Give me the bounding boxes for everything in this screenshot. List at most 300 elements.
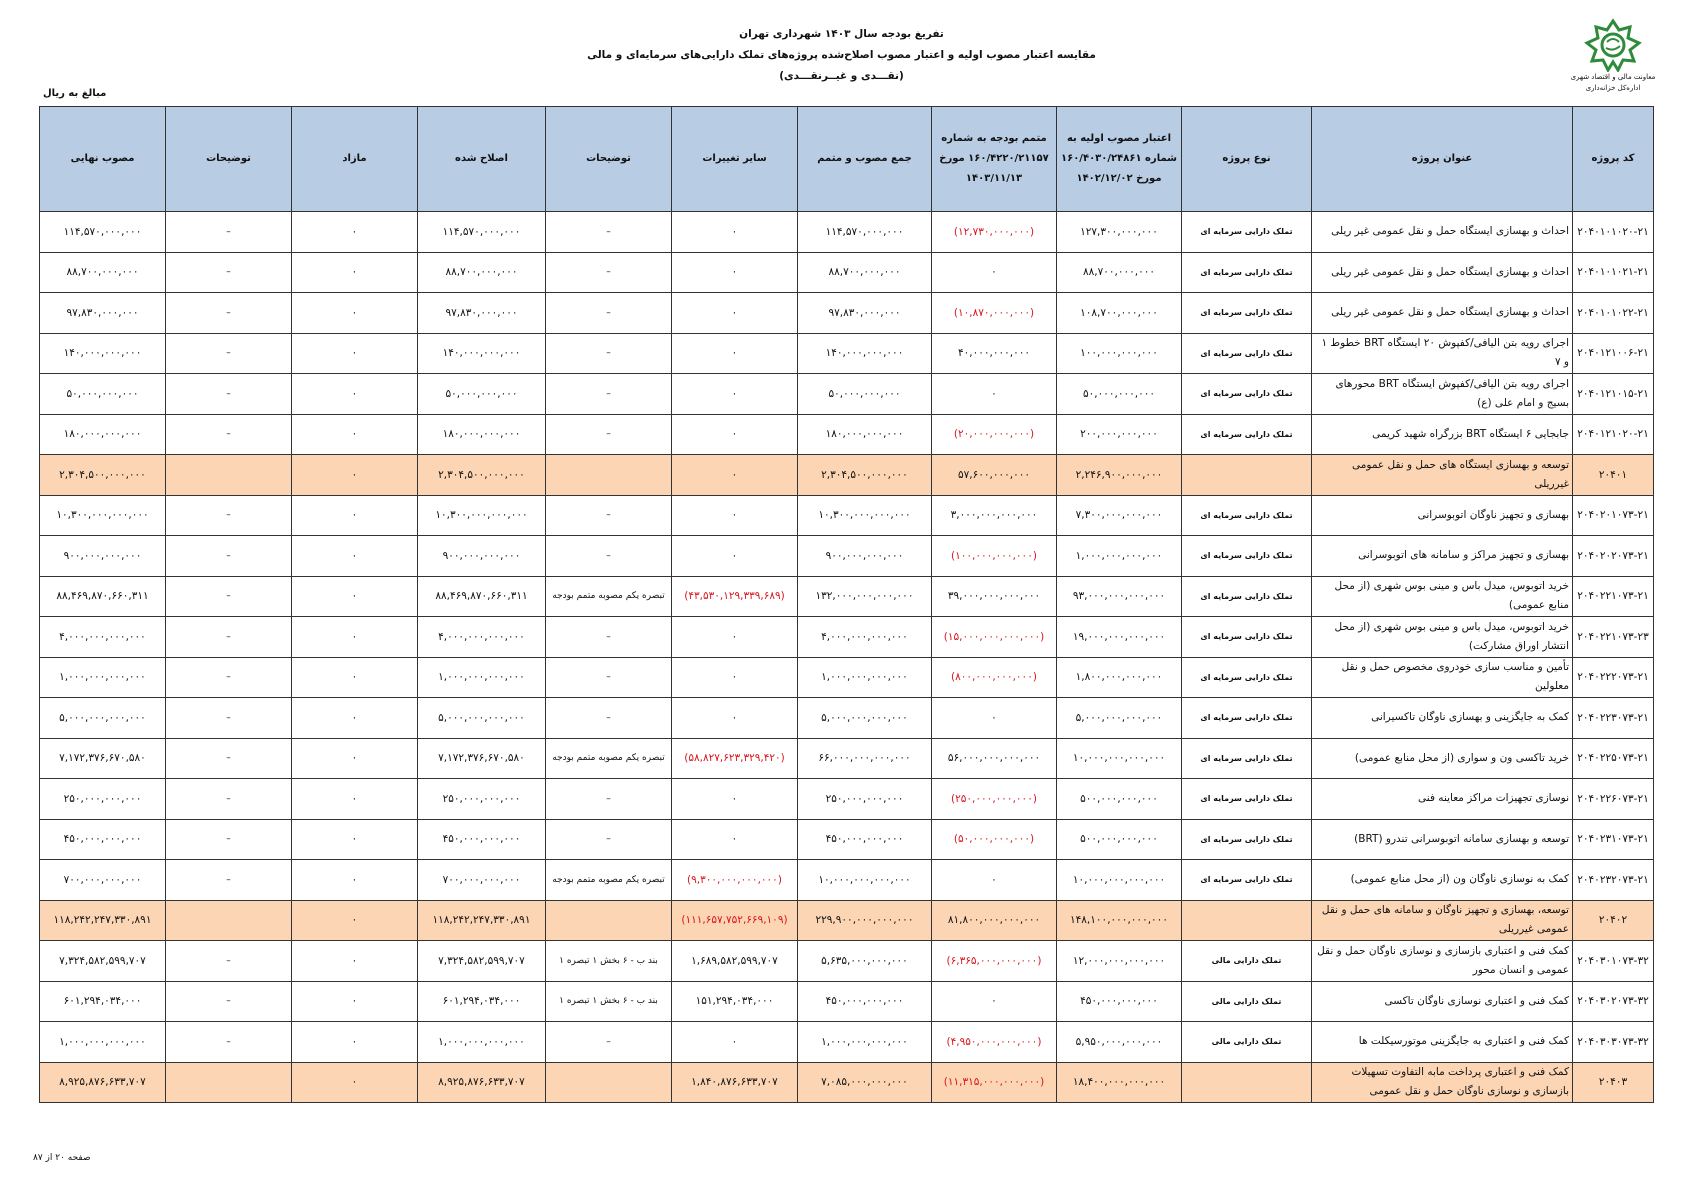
cell-initial-approved: ۱۰,۰۰۰,۰۰۰,۰۰۰,۰۰۰ [1057,738,1182,779]
cell-notes: – [546,293,672,334]
cell-other-changes: ۰ [672,698,798,739]
cell-project-type: تملک دارایی سرمایه ای [1182,657,1312,698]
cell-surplus: ۰ [292,576,418,617]
cell-budget-supplement: ۳,۰۰۰,۰۰۰,۰۰۰,۰۰۰ [932,495,1057,536]
cell-approved-total: ۵,۶۳۵,۰۰۰,۰۰۰,۰۰۰ [798,941,932,982]
cell-project-type: تملک دارایی سرمایه ای [1182,576,1312,617]
cell-notes-2: – [166,414,292,455]
cell-surplus: ۰ [292,860,418,901]
cell-approved-total: ۴۵۰,۰۰۰,۰۰۰,۰۰۰ [798,981,932,1022]
cell-revised: ۹۷,۸۳۰,۰۰۰,۰۰۰ [418,293,546,334]
cell-other-changes: ۰ [672,819,798,860]
cell-notes-2: – [166,333,292,374]
cell-final-approved: ۶۰۱,۲۹۴,۰۳۴,۰۰۰ [40,981,166,1022]
cell-project-code: ۲۰۴۰۲۲۶۰۷۳-۲۱ [1573,779,1654,820]
cell-revised: ۸۸,۴۶۹,۸۷۰,۶۶۰,۳۱۱ [418,576,546,617]
cell-initial-approved: ۵۰۰,۰۰۰,۰۰۰,۰۰۰ [1057,779,1182,820]
budget-comparison-table [39,106,1654,1103]
cell-revised: ۱,۰۰۰,۰۰۰,۰۰۰,۰۰۰ [418,1022,546,1063]
cell-project-code: ۲۰۴۰۲۲۳۰۷۳-۲۱ [1573,698,1654,739]
table-row [40,941,1654,982]
cell-project-code: ۲۰۴۰۲۰۱۰۷۳-۲۱ [1573,495,1654,536]
table-row [40,374,1654,415]
cell-project-type: تملک دارایی سرمایه ای [1182,819,1312,860]
table-row [40,536,1654,577]
cell-project-type: تملک دارایی سرمایه ای [1182,252,1312,293]
cell-final-approved: ۹۰۰,۰۰۰,۰۰۰,۰۰۰ [40,536,166,577]
cell-other-changes: ۰ [672,495,798,536]
cell-approved-total: ۱۳۲,۰۰۰,۰۰۰,۰۰۰,۰۰۰ [798,576,932,617]
column-header-revised: اصلاح شده [418,107,546,212]
cell-project-type: تملک دارایی سرمایه ای [1182,414,1312,455]
cell-project-type: تملک دارایی سرمایه ای [1182,293,1312,334]
cell-initial-approved: ۴۵۰,۰۰۰,۰۰۰,۰۰۰ [1057,981,1182,1022]
column-header-other-changes: سایر تغییرات [672,107,798,212]
cell-project-title: توسعه و بهسازی ایستگاه های حمل و نقل عمومی غیرریلی [1312,455,1573,496]
cell-project-code: ۲۰۴۰۱۲۱۰۲۰-۲۱ [1573,414,1654,455]
cell-approved-total: ۷,۰۸۵,۰۰۰,۰۰۰,۰۰۰ [798,1062,932,1103]
cell-notes [546,455,672,496]
cell-approved-total: ۹۰۰,۰۰۰,۰۰۰,۰۰۰ [798,536,932,577]
cell-notes-2: – [166,860,292,901]
cell-notes-2 [166,455,292,496]
cell-project-code: ۲۰۴۰۲۰۲۰۷۳-۲۱ [1573,536,1654,577]
cell-other-changes: (۴۳,۵۳۰,۱۲۹,۳۳۹,۶۸۹) [672,576,798,617]
cell-notes: – [546,374,672,415]
cell-project-title: احداث و بهسازی ایستگاه حمل و نقل عمومی غیر ریلی [1312,293,1573,334]
cell-project-type [1182,1062,1312,1103]
cell-project-type: تملک دارایی سرمایه ای [1182,212,1312,253]
cell-notes-2: – [166,252,292,293]
cell-notes-2: – [166,293,292,334]
cell-project-code: ۲۰۴۰۱۰۱۰۲۰-۲۱ [1573,212,1654,253]
cell-revised: ۱۸۰,۰۰۰,۰۰۰,۰۰۰ [418,414,546,455]
cell-project-code: ۲۰۴۰۱۲۱۰۰۶-۲۱ [1573,333,1654,374]
cell-initial-approved: ۸۸,۷۰۰,۰۰۰,۰۰۰ [1057,252,1182,293]
cell-revised: ۹۰۰,۰۰۰,۰۰۰,۰۰۰ [418,536,546,577]
cell-project-type: تملک دارایی سرمایه ای [1182,738,1312,779]
table-row [40,252,1654,293]
cell-initial-approved: ۱۰,۰۰۰,۰۰۰,۰۰۰,۰۰۰ [1057,860,1182,901]
cell-approved-total: ۸۸,۷۰۰,۰۰۰,۰۰۰ [798,252,932,293]
document-subtitle: مقایسه اعتبار مصوب اولیه و اعتبار مصوب اصلاح‌شده پروژه‌های تملک دارایی‌های سرمایه‌ای و مالی [587,49,1096,61]
table-row [40,576,1654,617]
cell-notes: – [546,252,672,293]
cell-approved-total: ۱۴۰,۰۰۰,۰۰۰,۰۰۰ [798,333,932,374]
cell-initial-approved: ۲۰۰,۰۰۰,۰۰۰,۰۰۰ [1057,414,1182,455]
cell-approved-total: ۲,۳۰۴,۵۰۰,۰۰۰,۰۰۰ [798,455,932,496]
cell-initial-approved: ۱۹,۰۰۰,۰۰۰,۰۰۰,۰۰۰ [1057,617,1182,658]
cell-project-code: ۲۰۴۰۱۰۱۰۲۲-۲۱ [1573,293,1654,334]
cell-project-code: ۲۰۴۰۱۰۱۰۲۱-۲۱ [1573,252,1654,293]
cell-final-approved: ۱۰,۳۰۰,۰۰۰,۰۰۰,۰۰۰ [40,495,166,536]
cell-approved-total: ۲۲۹,۹۰۰,۰۰۰,۰۰۰,۰۰۰ [798,900,932,941]
summary-row [40,1062,1654,1103]
cell-revised: ۱۰,۳۰۰,۰۰۰,۰۰۰,۰۰۰ [418,495,546,536]
table-row [40,1022,1654,1063]
document-titles [0,24,1683,87]
cell-notes-2 [166,1062,292,1103]
cell-project-type [1182,900,1312,941]
cell-project-code: ۲۰۴۰۱ [1573,455,1654,496]
table-row [40,414,1654,455]
cell-surplus: ۰ [292,819,418,860]
cell-notes-2: – [166,1022,292,1063]
cell-project-title: کمک فنی و اعتباری نوسازی ناوگان تاکسی [1312,981,1573,1022]
cell-other-changes: ۰ [672,657,798,698]
cell-other-changes: ۰ [672,252,798,293]
cell-project-title: خرید اتوبوس، میدل باس و مینی بوس شهری (از محل انتشار اوراق مشارکت) [1312,617,1573,658]
table-row [40,779,1654,820]
cell-budget-supplement: ۰ [932,981,1057,1022]
cell-project-type: تملک دارایی سرمایه ای [1182,860,1312,901]
cell-notes-2: – [166,495,292,536]
cell-notes: – [546,333,672,374]
column-header-project-code: کد پروژه [1573,107,1654,212]
cell-approved-total: ۹۷,۸۳۰,۰۰۰,۰۰۰ [798,293,932,334]
cell-surplus: ۰ [292,495,418,536]
cell-notes: تبصره یکم مصوبه متمم بودجه [546,576,672,617]
cell-approved-total: ۱۸۰,۰۰۰,۰۰۰,۰۰۰ [798,414,932,455]
cell-revised: ۷۰۰,۰۰۰,۰۰۰,۰۰۰ [418,860,546,901]
cell-budget-supplement: ۸۱,۸۰۰,۰۰۰,۰۰۰,۰۰۰ [932,900,1057,941]
cell-initial-approved: ۱۴۸,۱۰۰,۰۰۰,۰۰۰,۰۰۰ [1057,900,1182,941]
cell-other-changes: ۰ [672,779,798,820]
cell-project-title: بهسازی و تجهیز مراکز و سامانه های اتوبوسرانی [1312,536,1573,577]
summary-row [40,455,1654,496]
cell-final-approved: ۷,۳۲۴,۵۸۲,۵۹۹,۷۰۷ [40,941,166,982]
cell-initial-approved: ۷,۳۰۰,۰۰۰,۰۰۰,۰۰۰ [1057,495,1182,536]
cell-other-changes: ۱,۸۴۰,۸۷۶,۶۳۳,۷۰۷ [672,1062,798,1103]
cell-notes: – [546,414,672,455]
cell-budget-supplement: ۰ [932,860,1057,901]
cell-initial-approved: ۵۰,۰۰۰,۰۰۰,۰۰۰ [1057,374,1182,415]
cell-surplus: ۰ [292,333,418,374]
cell-budget-supplement: (۴,۹۵۰,۰۰۰,۰۰۰,۰۰۰) [932,1022,1057,1063]
cell-final-approved: ۱۱۴,۵۷۰,۰۰۰,۰۰۰ [40,212,166,253]
cell-surplus: ۰ [292,1062,418,1103]
cell-final-approved: ۸۸,۷۰۰,۰۰۰,۰۰۰ [40,252,166,293]
cell-other-changes: (۱۱۱,۶۵۷,۷۵۲,۶۶۹,۱۰۹) [672,900,798,941]
cell-final-approved: ۱۱۸,۲۴۲,۲۴۷,۳۳۰,۸۹۱ [40,900,166,941]
cell-project-code: ۲۰۴۰۲۳۱۰۷۳-۲۱ [1573,819,1654,860]
cell-notes: تبصره یکم مصوبه متمم بودجه [546,738,672,779]
cell-approved-total: ۱۰,۰۰۰,۰۰۰,۰۰۰,۰۰۰ [798,860,932,901]
cell-budget-supplement: ۵۷,۶۰۰,۰۰۰,۰۰۰ [932,455,1057,496]
table-row [40,333,1654,374]
cell-project-title: اجرای رویه بتن الیافی/کفپوش ایستگاه BRT محورهای بسیج و امام علی (ع) [1312,374,1573,415]
cell-approved-total: ۴,۰۰۰,۰۰۰,۰۰۰,۰۰۰ [798,617,932,658]
column-header-final-approved: مصوب نهایی [40,107,166,212]
cell-budget-supplement: ۰ [932,374,1057,415]
cell-notes [546,1062,672,1103]
cell-project-type: تملک دارایی مالی [1182,1022,1312,1063]
cell-other-changes: ۰ [672,293,798,334]
cell-revised: ۱۴۰,۰۰۰,۰۰۰,۰۰۰ [418,333,546,374]
table-header-row [40,107,1654,212]
cell-other-changes: ۰ [672,455,798,496]
cell-initial-approved: ۵,۹۵۰,۰۰۰,۰۰۰,۰۰۰ [1057,1022,1182,1063]
cell-notes-2: – [166,576,292,617]
cell-notes-2: – [166,617,292,658]
summary-row [40,900,1654,941]
cell-budget-supplement: (۲۵۰,۰۰۰,۰۰۰,۰۰۰) [932,779,1057,820]
cell-notes: بند ب - ۶ بخش ۱ تبصره ۱ [546,981,672,1022]
table-row [40,819,1654,860]
org-department: اداره‌کل خزانه‌داری [1585,84,1641,92]
cell-budget-supplement: (۱۲,۷۳۰,۰۰۰,۰۰۰) [932,212,1057,253]
cell-other-changes: ۰ [672,212,798,253]
cell-project-title: کمک فنی و اعتباری به جایگزینی موتورسیکلت ها [1312,1022,1573,1063]
cell-final-approved: ۵۰,۰۰۰,۰۰۰,۰۰۰ [40,374,166,415]
cell-budget-supplement: (۲۰,۰۰۰,۰۰۰,۰۰۰) [932,414,1057,455]
cell-final-approved: ۷,۱۷۲,۳۷۶,۶۷۰,۵۸۰ [40,738,166,779]
cell-surplus: ۰ [292,212,418,253]
cell-notes: – [546,779,672,820]
cell-revised: ۲,۳۰۴,۵۰۰,۰۰۰,۰۰۰ [418,455,546,496]
cell-notes-2: – [166,941,292,982]
cell-budget-supplement: ۴۰,۰۰۰,۰۰۰,۰۰۰ [932,333,1057,374]
document-subtitle-note: (نقـــدی و غیــرنقـــدی) [779,70,904,82]
cell-other-changes: (۹,۳۰۰,۰۰۰,۰۰۰,۰۰۰) [672,860,798,901]
cell-approved-total: ۲۵۰,۰۰۰,۰۰۰,۰۰۰ [798,779,932,820]
cell-final-approved: ۱۴۰,۰۰۰,۰۰۰,۰۰۰ [40,333,166,374]
cell-other-changes: (۵۸,۸۲۷,۶۲۳,۳۲۹,۴۲۰) [672,738,798,779]
cell-other-changes: ۰ [672,333,798,374]
cell-project-type: تملک دارایی مالی [1182,941,1312,982]
cell-budget-supplement: ۵۶,۰۰۰,۰۰۰,۰۰۰,۰۰۰ [932,738,1057,779]
cell-surplus: ۰ [292,657,418,698]
cell-project-title: اجرای رویه بتن الیافی/کفپوش ۲۰ ایستگاه BRT خطوط ۱ و ۷ [1312,333,1573,374]
cell-revised: ۲۵۰,۰۰۰,۰۰۰,۰۰۰ [418,779,546,820]
cell-notes: – [546,1022,672,1063]
cell-final-approved: ۱۸۰,۰۰۰,۰۰۰,۰۰۰ [40,414,166,455]
column-header-approved-total: جمع مصوب و متمم [798,107,932,212]
table-row [40,698,1654,739]
table-row [40,981,1654,1022]
cell-notes-2: – [166,212,292,253]
cell-approved-total: ۶۶,۰۰۰,۰۰۰,۰۰۰,۰۰۰ [798,738,932,779]
cell-notes-2: – [166,819,292,860]
cell-final-approved: ۲۵۰,۰۰۰,۰۰۰,۰۰۰ [40,779,166,820]
cell-notes: – [546,617,672,658]
column-header-surplus: مازاد [292,107,418,212]
cell-surplus: ۰ [292,698,418,739]
cell-notes-2: – [166,738,292,779]
cell-notes-2: – [166,374,292,415]
cell-approved-total: ۵۰,۰۰۰,۰۰۰,۰۰۰ [798,374,932,415]
table-row [40,860,1654,901]
cell-surplus: ۰ [292,293,418,334]
cell-project-code: ۲۰۴۰۲۳۲۰۷۳-۲۱ [1573,860,1654,901]
cell-revised: ۸,۹۲۵,۸۷۶,۶۳۳,۷۰۷ [418,1062,546,1103]
cell-other-changes: ۰ [672,374,798,415]
cell-surplus: ۰ [292,738,418,779]
cell-initial-approved: ۲,۲۴۶,۹۰۰,۰۰۰,۰۰۰ [1057,455,1182,496]
column-header-initial-approved: اعتبار مصوب اولیه به شماره ۱۶۰/۴۰۳۰/۲۴۸۶۱ مورخ ۱۴۰۲/۱۲/۰۲ [1057,107,1182,212]
cell-notes: – [546,698,672,739]
cell-project-code: ۲۰۴۰۱۲۱۰۱۵-۲۱ [1573,374,1654,415]
cell-revised: ۶۰۱,۲۹۴,۰۳۴,۰۰۰ [418,981,546,1022]
cell-project-type: تملک دارایی سرمایه ای [1182,617,1312,658]
cell-project-code: ۲۰۴۰۳ [1573,1062,1654,1103]
cell-project-title: کمک فنی و اعتباری پرداخت مابه التفاوت تسهیلات بازسازی و نوسازی ناوگان حمل و نقل عمومی [1312,1062,1573,1103]
cell-surplus: ۰ [292,455,418,496]
cell-surplus: ۰ [292,981,418,1022]
cell-revised: ۱۱۸,۲۴۲,۲۴۷,۳۳۰,۸۹۱ [418,900,546,941]
cell-project-code: ۲۰۴۰۲۲۱۰۷۳-۲۱ [1573,576,1654,617]
cell-project-code: ۲۰۴۰۲ [1573,900,1654,941]
cell-budget-supplement: (۱۰۰,۰۰۰,۰۰۰,۰۰۰) [932,536,1057,577]
cell-notes: – [546,212,672,253]
cell-notes: تبصره یکم مصوبه متمم بودجه [546,860,672,901]
cell-notes-2: – [166,981,292,1022]
cell-other-changes: ۰ [672,536,798,577]
cell-approved-total: ۱۱۴,۵۷۰,۰۰۰,۰۰۰ [798,212,932,253]
cell-revised: ۵,۰۰۰,۰۰۰,۰۰۰,۰۰۰ [418,698,546,739]
cell-initial-approved: ۱۰۰,۰۰۰,۰۰۰,۰۰۰ [1057,333,1182,374]
cell-revised: ۴۵۰,۰۰۰,۰۰۰,۰۰۰ [418,819,546,860]
cell-surplus: ۰ [292,536,418,577]
table-row [40,617,1654,658]
cell-project-title: احداث و بهسازی ایستگاه حمل و نقل عمومی غیر ریلی [1312,252,1573,293]
cell-project-type: تملک دارایی سرمایه ای [1182,536,1312,577]
cell-final-approved: ۱,۰۰۰,۰۰۰,۰۰۰,۰۰۰ [40,1022,166,1063]
cell-initial-approved: ۱۲,۰۰۰,۰۰۰,۰۰۰,۰۰۰ [1057,941,1182,982]
cell-final-approved: ۹۷,۸۳۰,۰۰۰,۰۰۰ [40,293,166,334]
cell-approved-total: ۵,۰۰۰,۰۰۰,۰۰۰,۰۰۰ [798,698,932,739]
cell-budget-supplement: (۱۵,۰۰۰,۰۰۰,۰۰۰,۰۰۰) [932,617,1057,658]
cell-surplus: ۰ [292,252,418,293]
column-header-budget-supplement: متمم بودجه به شماره ۱۶۰/۴۲۲۰/۲۱۱۵۷ مورخ ۱۴۰۳/۱۱/۱۳ [932,107,1057,212]
cell-notes: – [546,657,672,698]
cell-budget-supplement: (۸۰۰,۰۰۰,۰۰۰,۰۰۰) [932,657,1057,698]
cell-notes: – [546,819,672,860]
cell-other-changes: ۱۵۱,۲۹۴,۰۳۴,۰۰۰ [672,981,798,1022]
cell-initial-approved: ۱,۸۰۰,۰۰۰,۰۰۰,۰۰۰ [1057,657,1182,698]
cell-revised: ۱۱۴,۵۷۰,۰۰۰,۰۰۰ [418,212,546,253]
page-number: صفحه ۲۰ از ۸۷ [33,1153,91,1163]
cell-budget-supplement: (۶,۳۶۵,۰۰۰,۰۰۰,۰۰۰) [932,941,1057,982]
cell-project-code: ۲۰۴۰۳۰۳۰۷۳-۳۲ [1573,1022,1654,1063]
cell-project-type: تملک دارایی سرمایه ای [1182,495,1312,536]
table-row [40,495,1654,536]
cell-budget-supplement: ۰ [932,252,1057,293]
cell-project-code: ۲۰۴۰۲۲۲۰۷۳-۲۱ [1573,657,1654,698]
cell-revised: ۷,۱۷۲,۳۷۶,۶۷۰,۵۸۰ [418,738,546,779]
cell-notes: – [546,536,672,577]
cell-notes: بند ب - ۶ بخش ۱ تبصره ۱ [546,941,672,982]
column-header-notes: توضیحات [546,107,672,212]
cell-approved-total: ۴۵۰,۰۰۰,۰۰۰,۰۰۰ [798,819,932,860]
cell-final-approved: ۵,۰۰۰,۰۰۰,۰۰۰,۰۰۰ [40,698,166,739]
cell-other-changes: ۰ [672,414,798,455]
cell-final-approved: ۷۰۰,۰۰۰,۰۰۰,۰۰۰ [40,860,166,901]
cell-final-approved: ۴۵۰,۰۰۰,۰۰۰,۰۰۰ [40,819,166,860]
column-header-project-title: عنوان پروژه [1312,107,1573,212]
cell-project-type: تملک دارایی سرمایه ای [1182,374,1312,415]
cell-project-title: خرید اتوبوس، میدل باس و مینی بوس شهری (از محل منابع عمومی) [1312,576,1573,617]
table-row [40,293,1654,334]
cell-other-changes: ۱,۶۸۹,۵۸۲,۵۹۹,۷۰۷ [672,941,798,982]
cell-initial-approved: ۱۲۷,۳۰۰,۰۰۰,۰۰۰ [1057,212,1182,253]
cell-approved-total: ۱۰,۳۰۰,۰۰۰,۰۰۰,۰۰۰ [798,495,932,536]
currency-unit-note: مبالغ به ریال [43,88,107,99]
cell-project-type: تملک دارایی سرمایه ای [1182,333,1312,374]
org-name: معاونت مالی و اقتصاد شهری [1570,73,1656,81]
cell-notes-2 [166,900,292,941]
cell-project-type: تملک دارایی مالی [1182,981,1312,1022]
cell-project-title: کمک به نوسازی ناوگان ون (از محل منابع عمومی) [1312,860,1573,901]
cell-revised: ۴,۰۰۰,۰۰۰,۰۰۰,۰۰۰ [418,617,546,658]
cell-project-title: خرید تاکسی ون و سواری (از محل منابع عمومی) [1312,738,1573,779]
cell-project-title: توسعه، بهسازی و تجهیز ناوگان و سامانه های حمل و نقل عمومی غیرریلی [1312,900,1573,941]
cell-project-type [1182,455,1312,496]
cell-budget-supplement: (۱۰,۸۷۰,۰۰۰,۰۰۰) [932,293,1057,334]
column-header-notes-2: توضیحات [166,107,292,212]
cell-project-title: جابجایی ۶ ایستگاه BRT بزرگراه شهید کریمی [1312,414,1573,455]
cell-surplus: ۰ [292,779,418,820]
cell-initial-approved: ۱۰۸,۷۰۰,۰۰۰,۰۰۰ [1057,293,1182,334]
cell-project-title: توسعه و بهسازی سامانه اتوبوسرانی تندرو (BRT) [1312,819,1573,860]
cell-surplus: ۰ [292,617,418,658]
cell-initial-approved: ۱,۰۰۰,۰۰۰,۰۰۰,۰۰۰ [1057,536,1182,577]
cell-project-type: تملک دارایی سرمایه ای [1182,698,1312,739]
cell-revised: ۷,۳۲۴,۵۸۲,۵۹۹,۷۰۷ [418,941,546,982]
cell-revised: ۸۸,۷۰۰,۰۰۰,۰۰۰ [418,252,546,293]
document-title: تفریغ بودجه سال ۱۴۰۳ شهرداری تهران [739,28,944,40]
cell-project-type: تملک دارایی سرمایه ای [1182,779,1312,820]
cell-initial-approved: ۹۳,۰۰۰,۰۰۰,۰۰۰,۰۰۰ [1057,576,1182,617]
cell-budget-supplement: ۳۹,۰۰۰,۰۰۰,۰۰۰,۰۰۰ [932,576,1057,617]
cell-revised: ۱,۰۰۰,۰۰۰,۰۰۰,۰۰۰ [418,657,546,698]
column-header-project-type: نوع پروژه [1182,107,1312,212]
cell-budget-supplement: ۰ [932,698,1057,739]
cell-final-approved: ۴,۰۰۰,۰۰۰,۰۰۰,۰۰۰ [40,617,166,658]
cell-revised: ۵۰,۰۰۰,۰۰۰,۰۰۰ [418,374,546,415]
cell-initial-approved: ۱۸,۴۰۰,۰۰۰,۰۰۰,۰۰۰ [1057,1062,1182,1103]
cell-notes-2: – [166,536,292,577]
cell-surplus: ۰ [292,414,418,455]
cell-initial-approved: ۵,۰۰۰,۰۰۰,۰۰۰,۰۰۰ [1057,698,1182,739]
cell-project-code: ۲۰۴۰۲۲۵۰۷۳-۲۱ [1573,738,1654,779]
table-row [40,212,1654,253]
cell-other-changes: ۰ [672,617,798,658]
cell-final-approved: ۸,۹۲۵,۸۷۶,۶۳۳,۷۰۷ [40,1062,166,1103]
cell-budget-supplement: (۵۰,۰۰۰,۰۰۰,۰۰۰) [932,819,1057,860]
cell-surplus: ۰ [292,374,418,415]
cell-notes-2: – [166,657,292,698]
cell-final-approved: ۸۸,۴۶۹,۸۷۰,۶۶۰,۳۱۱ [40,576,166,617]
table-body [40,212,1654,1103]
cell-project-code: ۲۰۴۰۳۰۲۰۷۳-۳۲ [1573,981,1654,1022]
cell-budget-supplement: (۱۱,۳۱۵,۰۰۰,۰۰۰,۰۰۰) [932,1062,1057,1103]
table-row [40,657,1654,698]
table-row [40,738,1654,779]
cell-surplus: ۰ [292,1022,418,1063]
cell-notes-2: – [166,698,292,739]
cell-initial-approved: ۵۰۰,۰۰۰,۰۰۰,۰۰۰ [1057,819,1182,860]
cell-notes [546,900,672,941]
cell-approved-total: ۱,۰۰۰,۰۰۰,۰۰۰,۰۰۰ [798,1022,932,1063]
cell-project-title: کمک به جایگزینی و بهسازی ناوگان تاکسیرانی [1312,698,1573,739]
cell-notes-2: – [166,779,292,820]
cell-project-title: کمک فنی و اعتباری بازسازی و نوسازی ناوگان حمل و نقل عمومی و انسان محور [1312,941,1573,982]
cell-final-approved: ۱,۰۰۰,۰۰۰,۰۰۰,۰۰۰ [40,657,166,698]
cell-approved-total: ۱,۰۰۰,۰۰۰,۰۰۰,۰۰۰ [798,657,932,698]
cell-project-title: نوسازی تجهیزات مراکز معاینه فنی [1312,779,1573,820]
cell-notes: – [546,495,672,536]
